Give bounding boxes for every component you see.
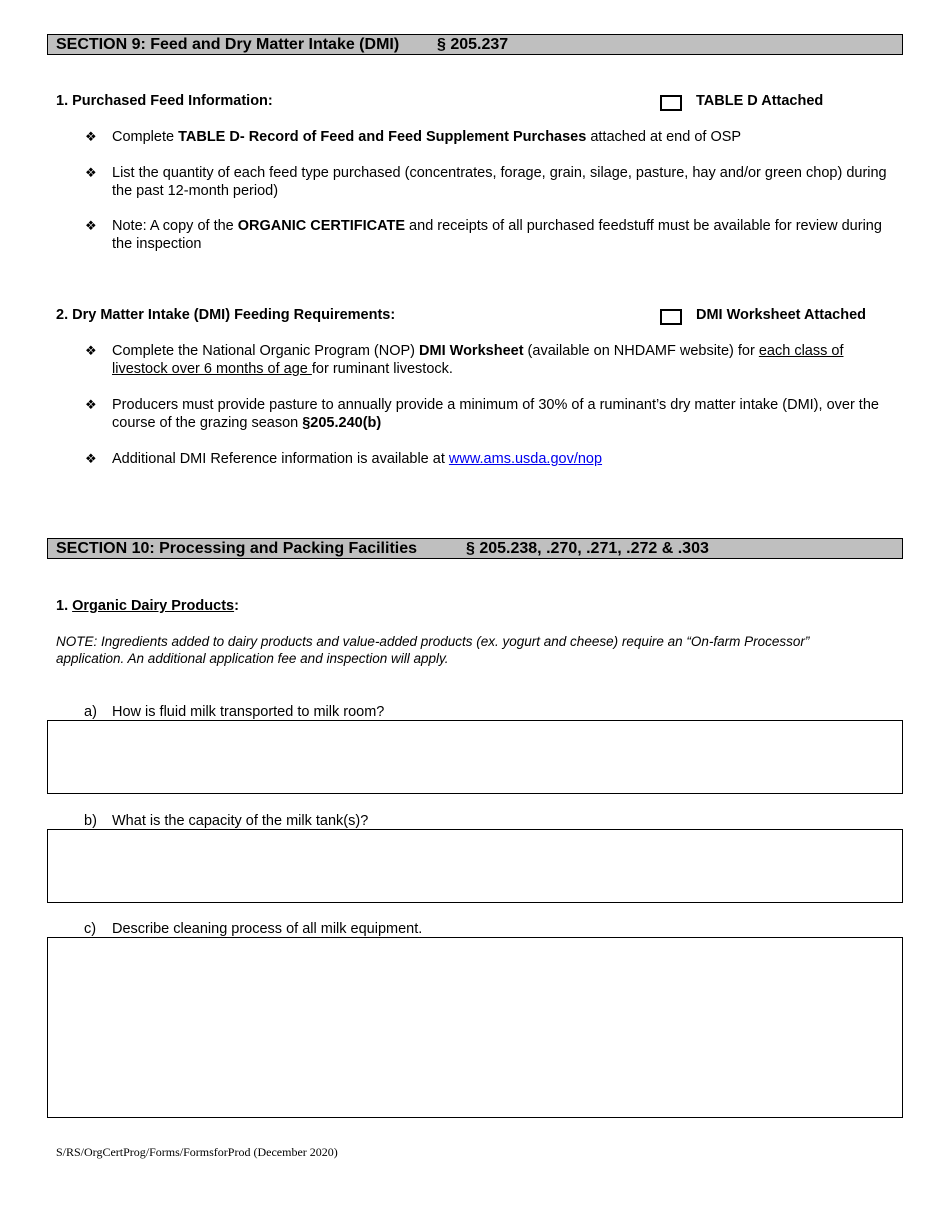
cleaning-process-answer-box[interactable] <box>47 937 903 1118</box>
processor-note: NOTE: Ingredients added to dairy products and value-added products (ex. yogurt and cheese) require an “On-farm Processor” application. An additional application fee and inspection will apply. <box>56 634 810 666</box>
document-footer: S/RS/OrgCertProg/Forms/FormsforProd (December 2020) <box>56 1145 338 1159</box>
dmi-bullet-3: Additional DMI Reference information is available at www.ams.usda.gov/nop <box>112 451 603 467</box>
table-d-checkbox[interactable] <box>660 95 682 111</box>
question-c-letter: c) <box>84 921 97 937</box>
section-9-regulation: § 205.237 <box>437 36 509 53</box>
question-a-text: How is fluid milk transported to milk room? <box>112 704 385 720</box>
diamond-bullet-icon: ❖ <box>85 343 97 358</box>
dmi-worksheet-checkbox[interactable] <box>660 309 682 325</box>
purchased-feed-heading: 1. Purchased Feed Information: <box>56 93 273 109</box>
dmi-bullet-1: Complete the National Organic Program (NOP) DMI Worksheet (available on NHDAMF website) for each class of livestock over 6 months of age for ruminant livestock. <box>112 343 844 377</box>
milk-transport-answer-box[interactable] <box>47 720 903 794</box>
diamond-bullet-icon: ❖ <box>85 451 97 466</box>
purchased-feed-bullet-2: List the quantity of each feed type purchased (concentrates, forage, grain, silage, pasture, hay and/or green chop) during the past 12-month period) <box>112 165 887 199</box>
table-d-checkbox-label: TABLE D Attached <box>696 93 824 109</box>
diamond-bullet-icon: ❖ <box>85 397 97 412</box>
diamond-bullet-icon: ❖ <box>85 129 97 144</box>
dmi-worksheet-checkbox-label: DMI Worksheet Attached <box>696 307 866 323</box>
dmi-bullet-2: Producers must provide pasture to annually provide a minimum of 30% of a ruminant’s dry matter intake (DMI), over the course of the grazing season §205.240(b) <box>112 397 879 431</box>
dmi-requirements-heading: 2. Dry Matter Intake (DMI) Feeding Requirements: <box>56 307 396 323</box>
question-b-letter: b) <box>84 813 97 829</box>
diamond-bullet-icon: ❖ <box>85 218 97 233</box>
diamond-bullet-icon: ❖ <box>85 165 97 180</box>
section-10-header <box>47 538 903 559</box>
organic-dairy-heading: 1. Organic Dairy Products: <box>56 598 239 614</box>
milk-tank-capacity-answer-box[interactable] <box>47 829 903 903</box>
section-10-title: SECTION 10: Processing and Packing Facilities <box>56 540 418 557</box>
question-a-letter: a) <box>84 704 97 720</box>
section-9-title: SECTION 9: Feed and Dry Matter Intake (DMI) <box>56 36 400 53</box>
question-c-text: Describe cleaning process of all milk equipment. <box>112 921 423 937</box>
question-b-text: What is the capacity of the milk tank(s)? <box>112 813 369 829</box>
purchased-feed-bullet-3: Note: A copy of the ORGANIC CERTIFICATE and receipts of all purchased feedstuff must be available for review during the inspection <box>112 218 882 252</box>
ams-usda-link[interactable]: www.ams.usda.gov/nop <box>448 451 603 467</box>
section-10-regulation: § 205.238, .270, .271, .272 & .303 <box>466 540 709 557</box>
purchased-feed-bullet-1: Complete TABLE D- Record of Feed and Feed Supplement Purchases attached at end of OSP <box>112 129 742 145</box>
section-9-header <box>47 34 903 55</box>
